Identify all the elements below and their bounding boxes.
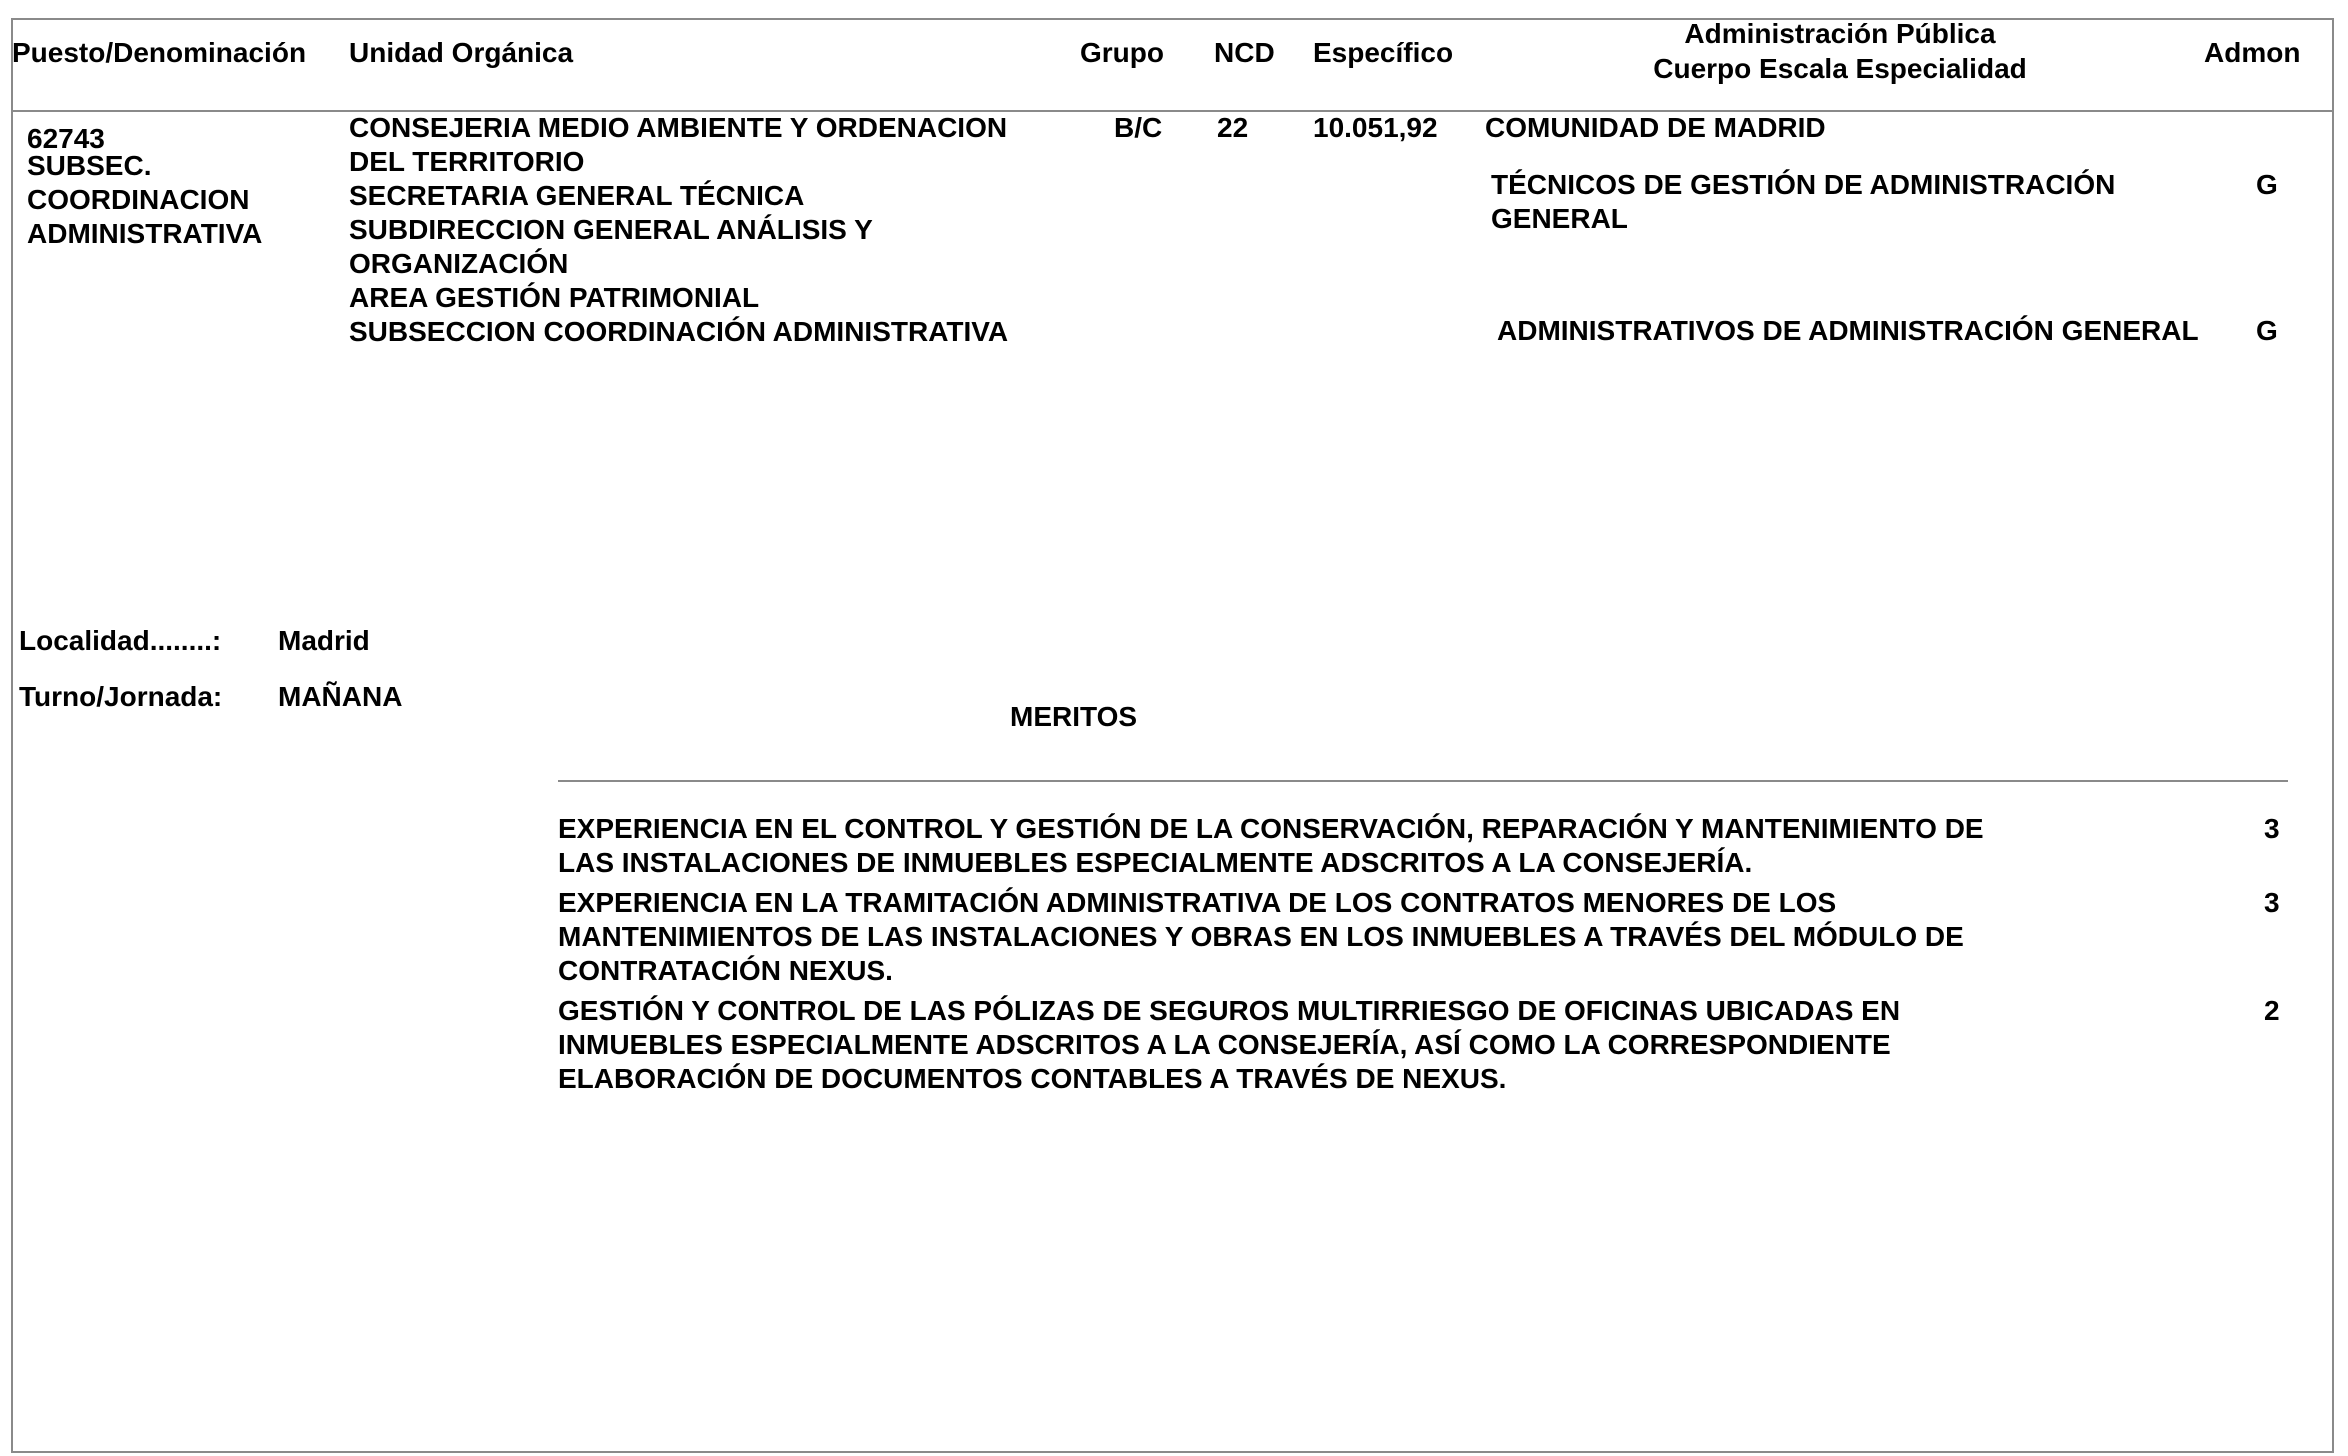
unidad-line: SUBDIRECCION GENERAL ANÁLISIS Y <box>349 214 873 245</box>
meritos-divider <box>558 780 2288 782</box>
record-grupo: B/C <box>1114 112 1163 143</box>
header-admin-publica: Administración Pública <box>1684 18 1996 49</box>
merito-line: ELABORACIÓN DE DOCUMENTOS CONTABLES A TRAVÉS DE NEXUS. <box>558 1063 1507 1094</box>
header-especifico: Específico <box>1313 37 1454 68</box>
merito-line: EXPERIENCIA EN EL CONTROL Y GESTIÓN DE LA CONSERVACIÓN, REPARACIÓN Y MANTENIMIENTO DE <box>558 813 1984 844</box>
cuerpo-nombre <box>1491 168 2115 236</box>
cuerpo-nombre: ADMINISTRATIVOS DE ADMINISTRACIÓN GENERAL <box>1497 315 2199 346</box>
header-ncd: NCD <box>1214 37 1275 68</box>
record-especifico: 10.051,92 <box>1313 112 1438 143</box>
header-admon: Admon <box>2204 37 2301 68</box>
denominacion-line: COORDINACION <box>27 184 250 215</box>
localidad-value: Madrid <box>278 625 370 656</box>
merito-line: LAS INSTALACIONES DE INMUEBLES ESPECIALMENTE ADSCRITOS A LA CONSEJERÍA. <box>558 847 1753 878</box>
unidad-line: SECRETARIA GENERAL TÉCNICA <box>349 180 805 211</box>
merito-text <box>558 812 1984 880</box>
unidad-line: CONSEJERIA MEDIO AMBIENTE Y ORDENACION <box>349 112 1008 143</box>
turno-label: Turno/Jornada: <box>19 681 223 712</box>
record-codigo: 62743 <box>27 123 105 154</box>
unidad-line: DEL TERRITORIO <box>349 146 585 177</box>
denominacion-line: SUBSEC. <box>27 150 152 181</box>
localidad-label: Localidad........: <box>19 625 222 656</box>
merito-line: GESTIÓN Y CONTROL DE LAS PÓLIZAS DE SEGUROS MULTIRRIESGO DE OFICINAS UBICADAS EN <box>558 995 1901 1026</box>
merito-points: 3 <box>2264 887 2280 918</box>
denominacion-line: ADMINISTRATIVA <box>27 218 263 249</box>
merito-line: MANTENIMIENTOS DE LAS INSTALACIONES Y OBRAS EN LOS INMUEBLES A TRAVÉS DEL MÓDULO DE <box>558 921 1964 952</box>
cuerpo-line: TÉCNICOS DE GESTIÓN DE ADMINISTRACIÓN <box>1491 169 2116 200</box>
cuerpo-admon: G <box>2256 169 2278 200</box>
header-cuerpo-escala: Cuerpo Escala Especialidad <box>1653 53 2027 84</box>
merito-text <box>558 886 1964 988</box>
merito-points: 3 <box>2264 813 2280 844</box>
merito-points: 2 <box>2264 995 2280 1026</box>
record-unidad-organica <box>349 111 1008 349</box>
merito-line: INMUEBLES ESPECIALMENTE ADSCRITOS A LA CONSEJERÍA, ASÍ COMO LA CORRESPONDIENTE <box>558 1029 1891 1060</box>
header-grupo: Grupo <box>1080 37 1164 68</box>
unidad-line: ORGANIZACIÓN <box>349 248 569 279</box>
cuerpo-admon: G <box>2256 315 2278 346</box>
merito-line: EXPERIENCIA EN LA TRAMITACIÓN ADMINISTRATIVA DE LOS CONTRATOS MENORES DE LOS <box>558 887 1837 918</box>
meritos-title: MERITOS <box>1010 701 1138 732</box>
record-denominacion <box>27 149 262 251</box>
record-ncd: 22 <box>1217 112 1249 143</box>
header-puesto: Puesto/Denominación <box>12 37 307 68</box>
unidad-line: SUBSECCION COORDINACIÓN ADMINISTRATIVA <box>349 316 1009 347</box>
merito-line: CONTRATACIÓN NEXUS. <box>558 955 893 986</box>
merito-text <box>558 994 1900 1096</box>
cuerpo-line: GENERAL <box>1491 203 1628 234</box>
header-unidad: Unidad Orgánica <box>349 37 574 68</box>
turno-value: MAÑANA <box>278 681 403 712</box>
unidad-line: AREA GESTIÓN PATRIMONIAL <box>349 282 760 313</box>
record-administracion: COMUNIDAD DE MADRID <box>1485 112 1826 143</box>
